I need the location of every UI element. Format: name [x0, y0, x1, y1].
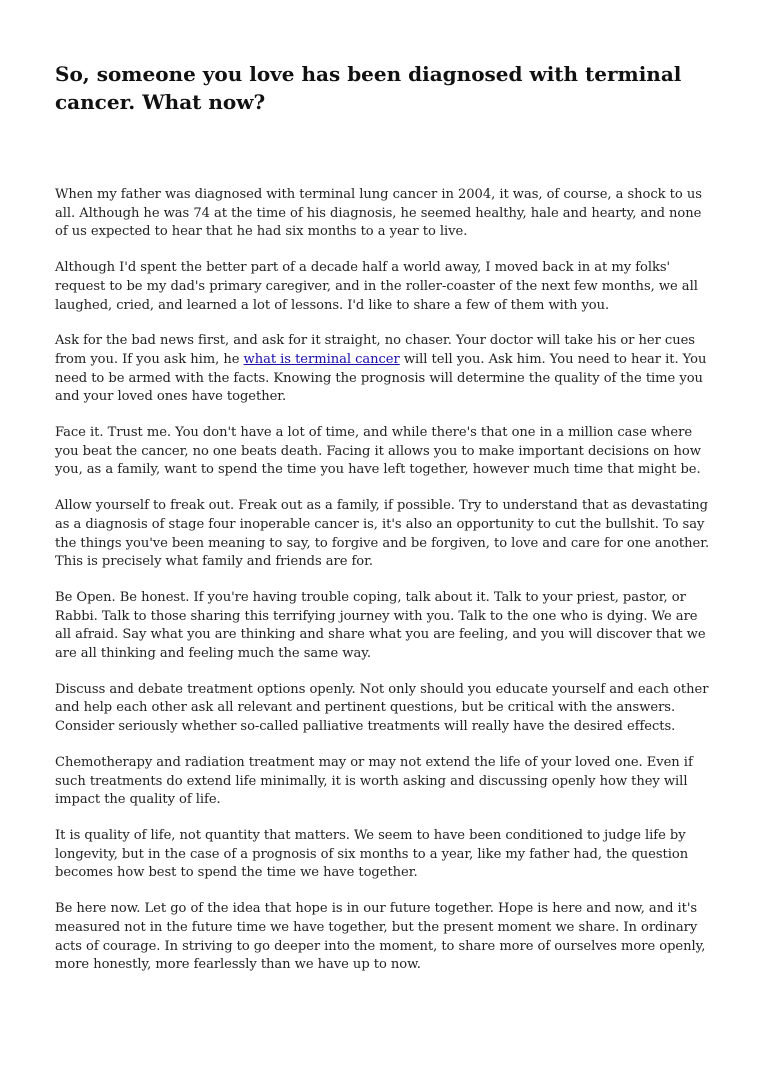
paragraph-3 — [55, 332, 715, 407]
paragraph-4: Face it. Trust me. You don't have a lot of time, and while there's that one in a million case where you beat the cancer, no one beats death. Facing it allows you to make important decisions on how you, as a family, want to spend the time you have left together, however much time that might be. — [55, 425, 701, 478]
paragraph-6: Be Open. Be honest. If you're having trouble coping, talk about it. Talk to your priest, pastor, or Rabbi. Talk to those sharing this terrifying journey with you. Talk to the one who is dying. We are all afraid. Say what you are thinking and share what you are feeling, and you will discover that we are all thinking and feeling much the same way. — [55, 589, 706, 662]
terminal-cancer-link[interactable]: what is terminal cancer — [243, 351, 400, 367]
paragraph-7: Discuss and debate treatment options openly. Not only should you educate yourself and each other and help each other ask all relevant and pertinent questions, but be critical with the answers. Consider seriously whether so-called palliative treatments will really have the desired effects. — [55, 681, 709, 735]
article-body — [55, 186, 715, 975]
paragraph-3-text-before: Ask for the bad news first, and ask for it straight, no chaser. Your doctor will take his or her cues from you. If you ask him, he — [55, 333, 695, 367]
paragraph-1: When my father was diagnosed with terminal lung cancer in 2004, it was, of course, a shock to us all. Although he was 74 at the time of his diagnosis, he seemed healthy, hale and hearty, and none of us expected to hear that he had six months to a year to live. — [55, 187, 702, 240]
paragraph-10: Be here now. Let go of the idea that hope is in our future together. Hope is here and now, and it's measured not in the future time we have together, but the present moment we share. In ordinary acts of courage. In striving to go deeper into the moment, to share more of ourselves more openly, more honestly, more fearlessly than we have up to now. — [55, 901, 706, 973]
paragraph-3-text-after: will tell you. Ask him. You need to hear it. You need to be armed with the facts. Knowing the prognosis will determine the quality of the time you and your loved ones have together. — [55, 351, 707, 405]
document-page — [55, 60, 715, 992]
paragraph-8: Chemotherapy and radiation treatment may or may not extend the life of your loved one. Even if such treatments do extend life minimally, it is worth asking and discussing openly how they will impact the quality of life. — [55, 754, 693, 808]
paragraph-5: Allow yourself to freak out. Freak out as a family, if possible. Try to understand that as devastating as a diagnosis of stage four inoperable cancer is, it's also an opportunity to cut the bullshit. To say the things you've been meaning to say, to forgive and be forgiven, to love and care for one another. This is precisely what family and friends are for. — [55, 498, 710, 570]
page-title: So, someone you love has been diagnosed with terminal cancer. What now? — [55, 62, 682, 114]
paragraph-9: It is quality of life, not quantity that matters. We seem to have been conditioned to judge life by longevity, but in the case of a prognosis of six months to a year, like my father had, the question becomes how best to spend the time we have together. — [55, 827, 689, 881]
paragraph-2: Although I'd spent the better part of a decade half a world away, I moved back in at my folks' request to be my dad's primary caregiver, and in the roller-coaster of the next few months, we all laughed, cried, and learned a lot of lessons. I'd like to share a few of them with you. — [55, 260, 698, 313]
